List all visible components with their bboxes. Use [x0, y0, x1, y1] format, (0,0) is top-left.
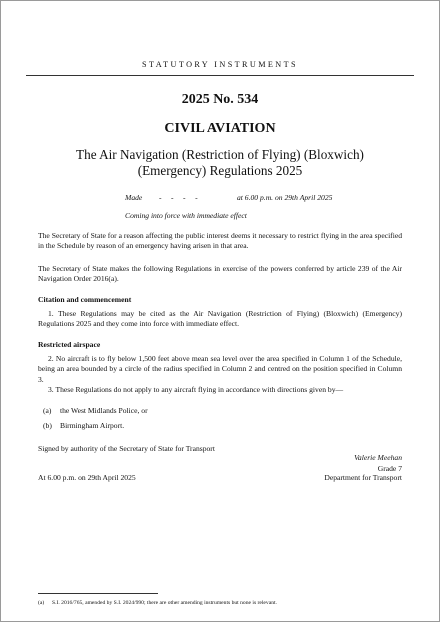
list-item-mark: (b) — [43, 421, 52, 430]
regulation-2: 2. No aircraft is to fly below 1,500 feet above mean sea level over the area specified in Column 1 of the Schedule, being an area bounded by a circle of the radius specified in Column 2 and centred on the position specified in Column 3. — [38, 354, 402, 384]
footnote-text: S.I. 2016/765, amended by S.I. 2024/990; there are other amending instruments but none is relevant. — [52, 600, 277, 606]
preamble-paragraph-1: The Secretary of State for a reason affecting the public interest deems it necessary to restrict flying in the area specified in the Schedule by reason of an emergency having arisen in that area. — [38, 231, 402, 251]
signatory-name: Valerie Meehan — [354, 453, 402, 462]
coming-into-force: Coming into force with immediate effect — [125, 211, 247, 220]
regulation-3: 3. These Regulations do not apply to any aircraft flying in accordance with directions given by— — [48, 385, 344, 394]
signatory-grade: Grade 7 — [377, 464, 402, 473]
instrument-title: The Air Navigation (Restriction of Flying) (Bloxwich) (Emergency) Regulations 2025 — [76, 147, 364, 178]
series-heading: STATUTORY INSTRUMENTS — [142, 60, 298, 69]
citation-heading: Citation and commencement — [38, 295, 132, 304]
footnote-mark: (a) — [38, 600, 45, 606]
signature-authority: Signed by authority of the Secretary of State for Transport — [38, 444, 215, 453]
list-item — [38, 406, 148, 416]
signatory-department: Department for Transport — [324, 473, 402, 482]
list-item — [38, 421, 124, 431]
instrument-number: 2025 No. 534 — [181, 92, 259, 107]
header-rule — [26, 75, 414, 76]
list-item-text: the West Midlands Police, or — [60, 406, 148, 415]
list-item-mark: (a) — [43, 406, 52, 415]
preamble-paragraph-2: The Secretary of State makes the following Regulations in exercise of the powers conferred by article 239 of the Air Navigation Order 2016(a). — [38, 264, 402, 284]
list-item-text: Birmingham Airport. — [60, 421, 125, 430]
subject-heading: CIVIL AVIATION — [164, 121, 276, 136]
made-time: at 6.00 p.m. on 29th April 2025 — [237, 193, 333, 202]
signature-date: At 6.00 p.m. on 29th April 2025 — [38, 473, 136, 482]
footnote — [38, 600, 402, 606]
made-label: Made — [125, 193, 143, 202]
made-dashes: - - - - — [159, 193, 198, 202]
restricted-airspace-heading: Restricted airspace — [38, 340, 101, 349]
regulation-1: 1. These Regulations may be cited as the Air Navigation (Restriction of Flying) (Bloxwich) (Emergency) Regulations 2025 and they come into force with immediate effect. — [38, 309, 402, 329]
footnote-rule — [38, 593, 158, 594]
made-line — [125, 193, 333, 202]
